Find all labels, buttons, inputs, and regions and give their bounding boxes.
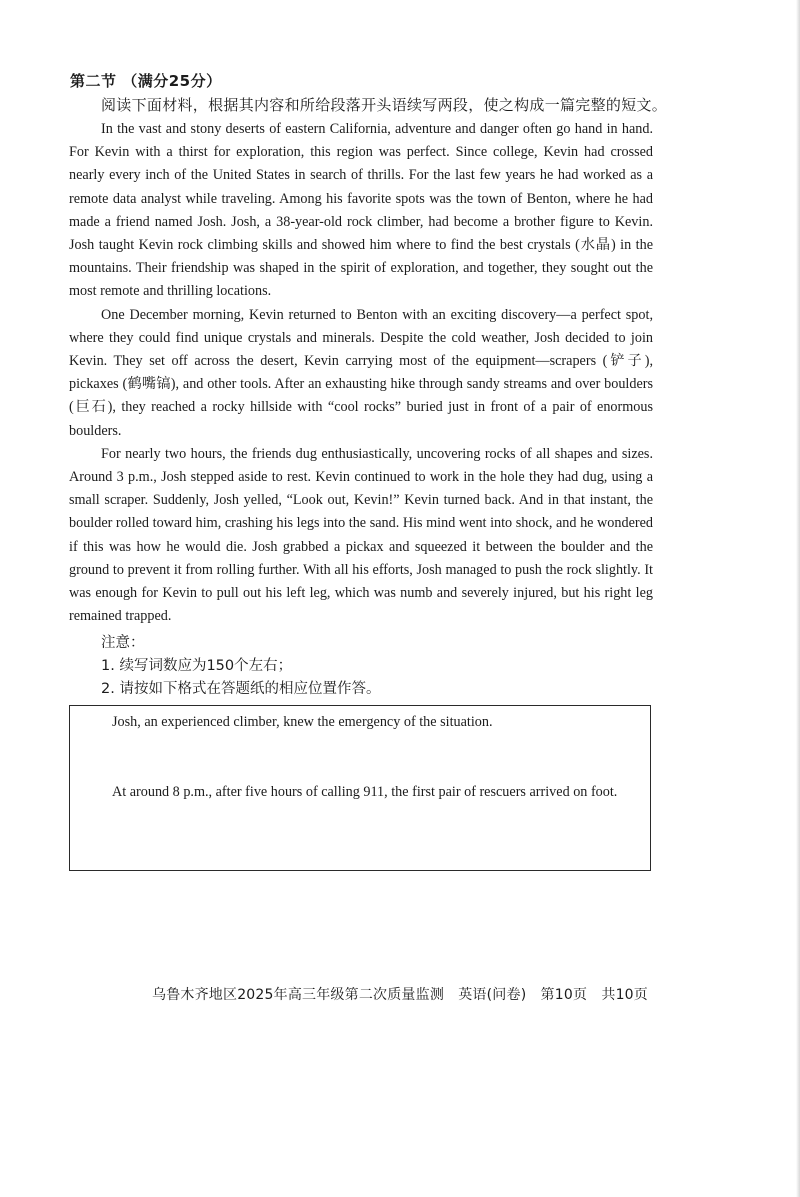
notes-heading: 注意： [101,635,145,651]
passage-paragraph-3: For nearly two hours, the friends dug enthusiastically, uncovering rocks of all shapes and sizes. Around 3 p.m., Josh stepped aside to rest. Kevin continued to work in the hole they had dug, using a small scraper. Suddenly, Josh yelled, “Look out, Kevin!” Kevin turned back. And in that instant, the boulder rolled toward him, crashing his legs into the sand. His mind went into shock, and he wondered if this was how he would die. Josh grabbed a pickax and squeezed it between the boulder and the ground to prevent it from rolling further. With all his efforts, Josh managed to push the rock slightly. It was enough for Kevin to pull out his left leg, which was numb and severely injured, but his right leg remained trapped. [69,445,653,625]
page-footer: 乌鲁木齐地区2025年高三年级第二次质量监测 英语(问卷) 第10页 共10页 [152,987,648,1003]
note-item-word-count: 1. 续写词数应为150个左右； [101,658,293,674]
paragraph-opener-1: Josh, an experienced climber, knew the emergency of the situation. [112,714,493,730]
paragraph-opener-2: At around 8 p.m., after five hours of calling 911, the first pair of rescuers arrived on foot. [112,784,618,800]
passage-paragraph-2: One December morning, Kevin returned to Benton with an exciting discovery—a perfect spot, where they could find unique crystals and minerals. Despite the cold weather, Josh decided to join Kevin. They set off across the desert, Kevin carrying most of the equipment—scrapers (铲子), pickaxes (鹤嘴镐), and other tools. After an exhausting hike through sandy streams and over boulders (巨石), they reached a rocky hillside with “cool rocks” buried just in front of a pair of enormous boulders. [69,306,653,439]
notes-section [101,632,380,701]
task-instruction: 阅读下面材料，根据其内容和所给段落开头语续写两段，使之构成一篇完整的短文。 [101,96,668,114]
section-title: 第二节 （满分25分） [70,72,222,90]
passage-paragraph-1: In the vast and stony deserts of eastern California, adventure and danger often go hand in hand. For Kevin with a thirst for exploration, this region was perfect. Since college, Kevin had crossed nearly every inch of the United States in search of thrills. For the last few years he had worked as a remote data analyst while traveling. Among his favorite spots was the town of Benton, where he had made a friend named Josh. Josh, a 38-year-old rock climber, had become a brother figure to Kevin. Josh taught Kevin rock climbing skills and showed him where to find the best crystals (水晶) in the mountains. Their friendship was shaped in the spirit of exploration, and together, they sought out the most remote and thrilling locations. [69,121,653,300]
note-item-format: 2. 请按如下格式在答题纸的相应位置作答。 [101,681,381,697]
continuation-format-box [69,705,651,871]
page-edge-shadow [796,0,800,1197]
reading-passage [69,118,653,628]
